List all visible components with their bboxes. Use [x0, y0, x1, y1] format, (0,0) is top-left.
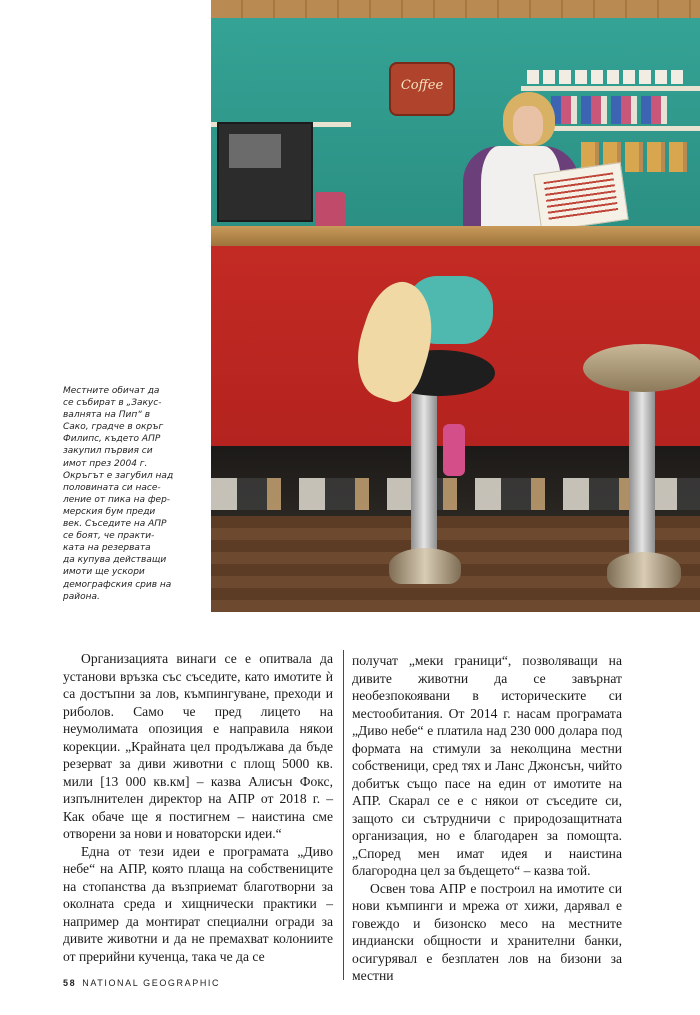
article-paragraph-continued: получат „меки граници“, позволяващи на дивите животни да се завърнат необезпокоявани в историческите си местообитания. От 2014 г. насам програмата „Диво небе“ е платила над 230 000 долара под формата на стимули за неколцина местни собственици, сред тях и Ланс Джонсън, чийто добитък също пасе на един от имотите на АПР. Скарал се е с някои от съседите си, защото си сътрудничи с природозащитната организация, но е благодарен за помощта. „Според мен имат идея и наистина благородна цел за бъдещето“ – казва той. — [352, 653, 622, 878]
stool-base — [389, 548, 461, 584]
page-number: 58 — [63, 978, 77, 988]
register-machine — [217, 122, 313, 222]
column-divider — [343, 650, 344, 980]
article-column-left — [63, 650, 333, 965]
stool-pole — [629, 380, 655, 564]
register-screen — [229, 134, 281, 168]
menu-lines — [544, 172, 619, 221]
mug-row — [527, 70, 687, 84]
stool-seat-tan — [583, 344, 700, 392]
counter-top — [211, 226, 700, 246]
coffee-sign — [389, 62, 455, 116]
wood-ceiling — [211, 0, 700, 18]
woman-face — [513, 106, 543, 144]
article-paragraph: Организацията винаги се е опитвала да установи връзка със съседите, като имотите ѝ са достъпни за лов, къмпингуване, преходи и риболов. Само че пред лицето на неумолимата опозиция е направила някои корекции. „Крайната цел продължава да бъде резерват за диви животни с площ 5000 кв. мили [13 000 кв.км] – казва Алисън Фокс, изпълнителен директор на АПР от 2018 г. – Как обаче ще я постигнем – наистина сме отворени за нови и новаторски идеи.“ — [63, 651, 333, 841]
article-paragraph: Освен това АПР е построил на имотите си нови къмпинги и мрежа от хижи, дарявал е говеждо и бизонско месо на местните индиански общности и хранителни банки, осигурявал е безплатен лов на бизони за местни — [352, 880, 622, 983]
stool-pole — [411, 392, 437, 562]
stored-items — [211, 478, 700, 510]
child-leg — [443, 424, 465, 476]
pink-jug — [315, 192, 345, 228]
shelf — [521, 86, 700, 91]
menu-card — [533, 162, 628, 232]
diner-photo — [211, 0, 700, 612]
article-column-right — [352, 652, 622, 985]
photo-caption: Местните обичат да се събират в „Закус- валнята на Пип“ в Сако, градче в окръг Филипс, където АПР закупил първия си имот през 2004 г. Окръгът е загубил над половината си насе- ление от пика на фер- мерския бум преди век. Съседите на АПР се боят, че практи- ката на резервата да купува действащи имоти ще ускори демографския срив на района. — [63, 386, 174, 602]
publication-name: NATIONAL GEOGRAPHIC — [82, 978, 221, 988]
article-paragraph: Една от тези идеи е програмата „Диво небе“ на АПР, която плаща на собствениците на стопанства да възприемат благотворни за околната среда и хищнически практики – например да монтират специални огради за дивите животни и да не премахват колониите от прерийни кученца, така че да се — [63, 843, 333, 964]
page-footer — [63, 978, 220, 988]
coffee-sign-text: Coffee — [400, 78, 444, 93]
stool-base — [607, 552, 681, 588]
